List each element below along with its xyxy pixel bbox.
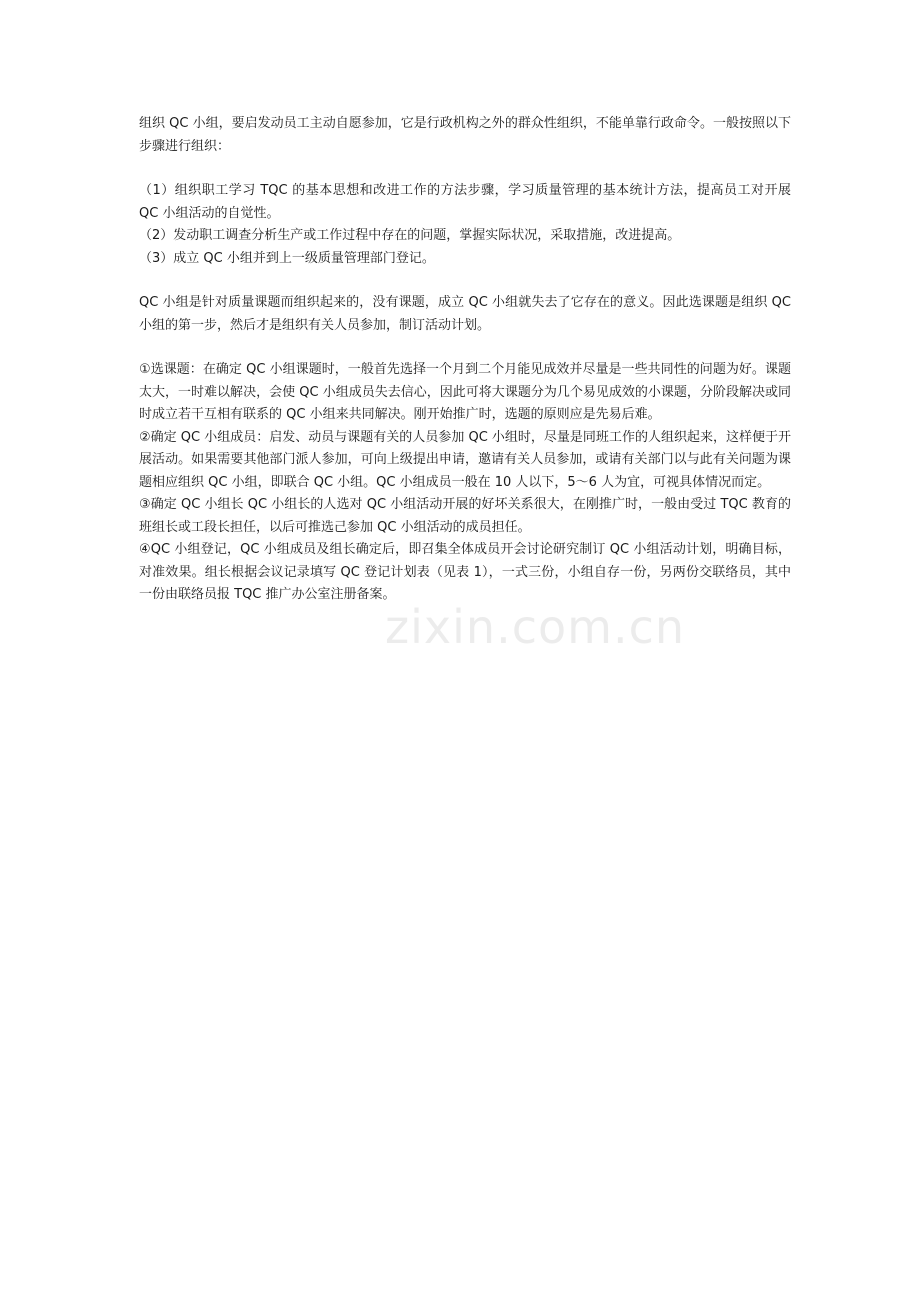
numbered-item: ①选课题：在确定 QC 小组课题时，一般首先选择一个月到二个月能见成效并尽量是一些共同性的问题为好。课题太大，一时难以解决，会使 QC 小组成员失去信心，因此可将大课题分为几个易见成效的小课题，分阶段解决或同时成立若干互相有联系的 QC 小组来共同解决。刚开始推广时，选题的原则应是先易后难。 (139, 362, 791, 422)
numbered-items (139, 359, 791, 607)
steps-list (139, 180, 791, 270)
step-item: （3）成立 QC 小组并到上一级质量管理部门登记。 (139, 250, 435, 266)
numbered-item: ③确定 QC 小组长 QC 小组长的人选对 QC 小组活动开展的好坏关系很大，在刚推广时，一般由受过 TQC 教育的班组长或工段长担任，以后可推选己参加 QC 小组活动的成员担任。 (139, 497, 791, 535)
topic-paragraph: QC 小组是针对质量课题而组织起来的，没有课题，成立 QC 小组就失去了它存在的意义。因此选课题是组织 QC 小组的第一步，然后才是组织有关人员参加，制订活动计划。 (139, 295, 791, 333)
numbered-item: ②确定 QC 小组成员：启发、动员与课题有关的人员参加 QC 小组时，尽量是同班工作的人组织起来，这样便于开展活动。如果需要其他部门派人参加，可向上级提出申请，邀请有关人员参加，或请有关部门以与此有关问题为课题相应组织 QC 小组，即联合 QC 小组。QC 小组成员一般在 10 人以下，5～6 人为宜，可视具体情况而定。 (139, 429, 791, 490)
step-item: （2）发动职工调查分析生产或工作过程中存在的问题，掌握实际状况，采取措施，改进提高。 (139, 228, 681, 243)
step-item: （1）组织职工学习 TQC 的基本思想和改进工作的方法步骤，学习质量管理的基本统计方法，提高员工对开展 QC 小组活动的自觉性。 (139, 183, 791, 221)
intro-paragraph: 组织 QC 小组，要启发动员工主动自愿参加，它是行政机构之外的群众性组织，不能单靠行政命令。一般按照以下步骤进行组织： (139, 116, 791, 154)
numbered-item: ④QC 小组登记，QC 小组成员及组长确定后，即召集全体成员开会讨论研究制订 QC 小组活动计划，明确目标，对准效果。组长根据会议记录填写 QC 登记计划表（见表 1），一式三份，小组自存一份，另两份交联络员，其中一份由联络员报 TQC 推广办公室注册备案。 (139, 542, 791, 602)
watermark: zixin.com.cn (385, 600, 686, 654)
document-body (139, 113, 791, 607)
